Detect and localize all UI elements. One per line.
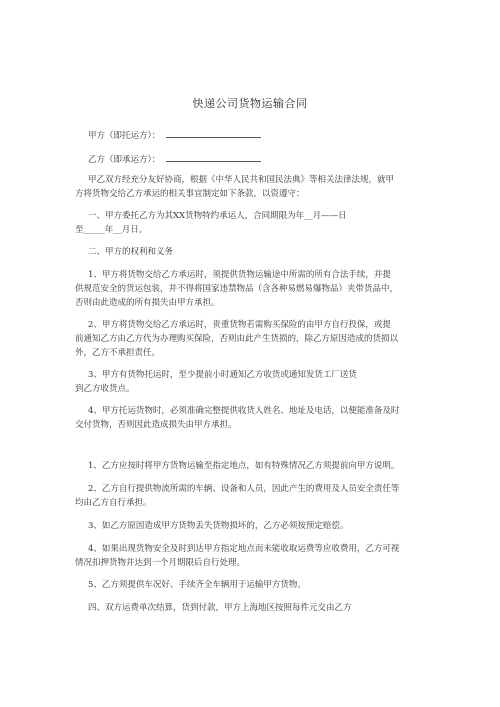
party-a-line xyxy=(88,128,261,142)
intro-line-1: 甲乙双方经充分友好协商，根据《中华人民共和国民法典》等相关法律法规，就甲 xyxy=(88,175,395,185)
document-title: 快递公司货物运输合同 xyxy=(192,97,308,110)
a1-line-2: 供规范安全的货运包装，并不得将国家违禁物品（含各种易燃易爆物品）夹带货品中， xyxy=(75,284,399,294)
a2-line-1: 2、甲方将货物交给乙方承运时，贵重货物若需购买保险的由甲方自行投保，或提 xyxy=(88,320,391,330)
section-4-line-1: 四、双方运费单次结算，货到付款，甲方上海地区按照每件元交由乙方 xyxy=(88,603,352,613)
b1-line-1: 1、乙方应按时将甲方货物运输至指定地点，如有特殊情况乙方须提前向甲方说明。 xyxy=(88,461,400,471)
b5-line-1: 5、乙方须提供车况好、手续齐全车辆用于运输甲方货物。 xyxy=(88,580,306,590)
b3-line-1: 3、如乙方原因造成甲方货物丢失货物损坏的，乙方必须按预定赔偿。 xyxy=(88,521,349,531)
party-b-blank xyxy=(166,152,261,162)
a4-line-1: 4、甲方托运货物时，必须准确完整提供收货人姓名、地址及电话，以便能准备及时 xyxy=(88,406,400,416)
party-a-blank xyxy=(166,128,261,138)
party-b-label: 乙方（即承运方）： xyxy=(88,155,161,165)
section-1-line-2: 至_____年__月日。 xyxy=(75,225,148,235)
party-a-label: 甲方（即托运方）： xyxy=(88,131,161,141)
a2-line-3: 外，乙方不承担责任。 xyxy=(75,348,161,358)
b4-line-2: 情况扣押货物并达到一个月期限后自行处理。 xyxy=(75,558,246,568)
b4-line-1: 4、如果出现货物安全及时到达甲方指定地点而未能收取运费等应收费用，乙方可视 xyxy=(88,544,400,554)
section-1-line-1: 一、甲方委托乙方为其XX货物特约承运人，合同期限为年__月——日 xyxy=(88,211,347,221)
a3-line-1: 3、甲方有货物托运时，至少提前小时通知乙方收货或通知发货工厂送货 xyxy=(88,370,357,380)
party-b-line xyxy=(88,152,261,166)
section-2-heading: 二、甲方的权利和义务 xyxy=(88,247,174,257)
a4-line-2: 交付货物，否则因此造成损失由甲方承担。 xyxy=(75,420,237,430)
intro-line-2: 方将货物交给乙方承运的相关事宜制定如下条款，以资遵守： xyxy=(75,189,305,199)
a2-line-2: 前通知乙方由乙方代为办理购买保险，否则由此产生货损的，除乙方原因造成的货损以 xyxy=(75,334,399,344)
a1-line-1: 1、甲方将货物交给乙方承运时，须提供货物运输途中所需的所有合法手续，并提 xyxy=(88,270,391,280)
a1-line-3: 否则由此造成的所有损失由甲方承担。 xyxy=(75,298,220,308)
b2-line-2: 均由乙方自行承担。 xyxy=(75,498,152,508)
a3-line-2: 到乙方收货点。 xyxy=(75,384,135,394)
b2-line-1: 2、乙方自行提供物流所需的车辆、设备和人员，因此产生的费用及人员安全责任等 xyxy=(88,484,400,494)
